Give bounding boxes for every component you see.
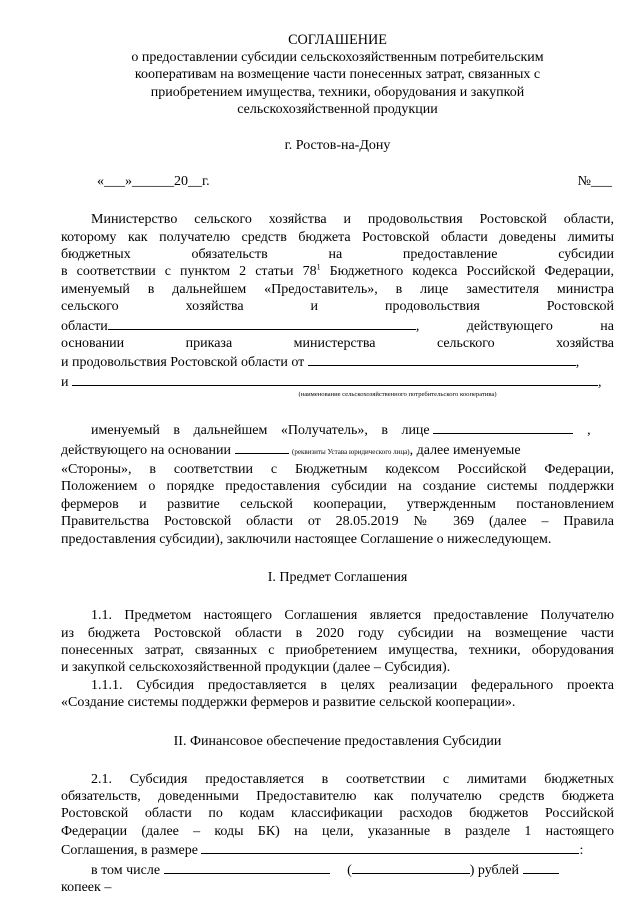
recipient-line: «Стороны», в соответствии с Бюджетным кодексом Российской Федерации, <box>61 462 614 478</box>
number-field: №___ <box>577 174 612 190</box>
section1-line: 1.1.1. Субсидия предоставляется в целях реализации федерального проекта <box>91 677 614 693</box>
date-number-row <box>61 173 614 190</box>
section2-line: обязательств, доведенными Предоставителю как получателю средств бюджета <box>61 788 614 804</box>
representative-blank[interactable] <box>433 420 573 434</box>
preamble-line: в соответствии с пунктом 2 статьи $78^1$ Бюджетного кодекса Российской Федерации, <box>61 262 614 280</box>
section1-line: понесенных затрат, связанных с приобретением имущества, техники, оборудования <box>61 642 614 658</box>
subtitle-line: приобретением имущества, техники, оборудования и закупкой <box>150 84 525 100</box>
section-heading: I. Предмет Соглашения <box>267 570 408 586</box>
preamble-line: и продовольствия Ростовской области от , <box>61 352 614 371</box>
order-date-blank[interactable] <box>308 352 576 366</box>
section2-line: в том числе ( ) рублей <box>61 860 614 879</box>
section2-line: Соглашения, в размере : <box>61 840 614 859</box>
section-heading: II. Финансовое обеспечение предоставления Субсидии <box>173 733 502 749</box>
city-line: г. Ростов-на-Дону <box>284 138 391 154</box>
section1-line: и закупкой сельскохозяйственной продукции (далее – Субсидия). <box>61 660 451 676</box>
recipient-line: Положением о порядке предоставления субсидии на создание системы поддержки <box>61 479 614 495</box>
section2-line: Ростовской области по кодам классификации расходов бюджетов Российской <box>61 806 614 822</box>
preamble-line: Министерство сельского хозяйства и продовольствия Ростовской области, <box>91 212 614 228</box>
section2-line: копеек – <box>61 879 112 895</box>
preamble-line: именуемый в дальнейшем «Предоставитель», в лице заместителя министра <box>61 281 614 297</box>
recipient-line: фермеров и развитие сельской кооперации, утвержденным постановлением <box>61 496 614 512</box>
cooperative-name-blank[interactable] <box>72 372 598 386</box>
charter-blank[interactable] <box>235 440 289 454</box>
preamble-line: и , <box>61 372 614 391</box>
document-subtitle <box>61 49 614 118</box>
amount-blank[interactable] <box>201 840 579 854</box>
section1-paragraph <box>61 607 614 711</box>
preamble-line: которому как получателю средств бюджета Ростовской области доведены лимиты <box>61 229 614 245</box>
section1-line: «Создание системы поддержки фермеров и развитие сельской кооперации». <box>61 695 516 711</box>
kopecks-blank[interactable] <box>523 860 559 874</box>
recipient-line: предоставления субсидии), заключили настоящее Соглашение о нижеследующем. <box>61 531 552 547</box>
section1-line: 1.1. Предметом настоящего Соглашения является предоставление Получателю <box>91 608 614 624</box>
document-title: СОГЛАШЕНИЕ <box>288 32 387 48</box>
section2-paragraph <box>61 771 614 897</box>
subtitle-line: о предоставлении субсидии сельскохозяйственным потребительским <box>131 50 544 65</box>
recipient-line: именуемый в дальнейшем «Получатель», в лице , <box>61 420 614 439</box>
section2-line: Федерации (далее – коды БК) на цели, указанные в разделе 1 настоящего <box>61 823 614 839</box>
preamble-paragraph <box>61 211 614 399</box>
amount-words-blank[interactable] <box>352 860 470 874</box>
subtitle-line: сельскохозяйственной продукции <box>237 101 438 117</box>
preamble-line: основании приказа министерства сельского хозяйства <box>61 336 614 352</box>
recipient-line: действующего на основании (реквизиты Устава юридического лица), далее именуемые <box>61 440 614 461</box>
date-field: «___»______20__г. <box>97 174 210 190</box>
section2-line: 2.1. Субсидия предоставляется в соответствии с лимитами бюджетных <box>91 771 614 787</box>
section1-line: из бюджета Ростовской области в 2020 году субсидии на возмещение части <box>61 625 614 641</box>
amount-included-blank[interactable] <box>164 860 330 874</box>
preamble-line: бюджетных обязательств на предоставление субсидии <box>61 247 614 262</box>
recipient-paragraph <box>61 420 614 548</box>
field-caption: (наименование сельскохозяйственного потребительского кооператива) <box>298 391 497 399</box>
preamble-line: области , действующего на <box>61 316 614 335</box>
recipient-line: Правительства Ростовской области от 28.05.2019 № 369 (далее – Правила <box>61 514 614 530</box>
subtitle-line: кооперативам на возмещение части понесенных затрат, связанных с <box>134 67 541 83</box>
preamble-line: сельского хозяйства и продовольствия Ростовской <box>61 299 614 315</box>
